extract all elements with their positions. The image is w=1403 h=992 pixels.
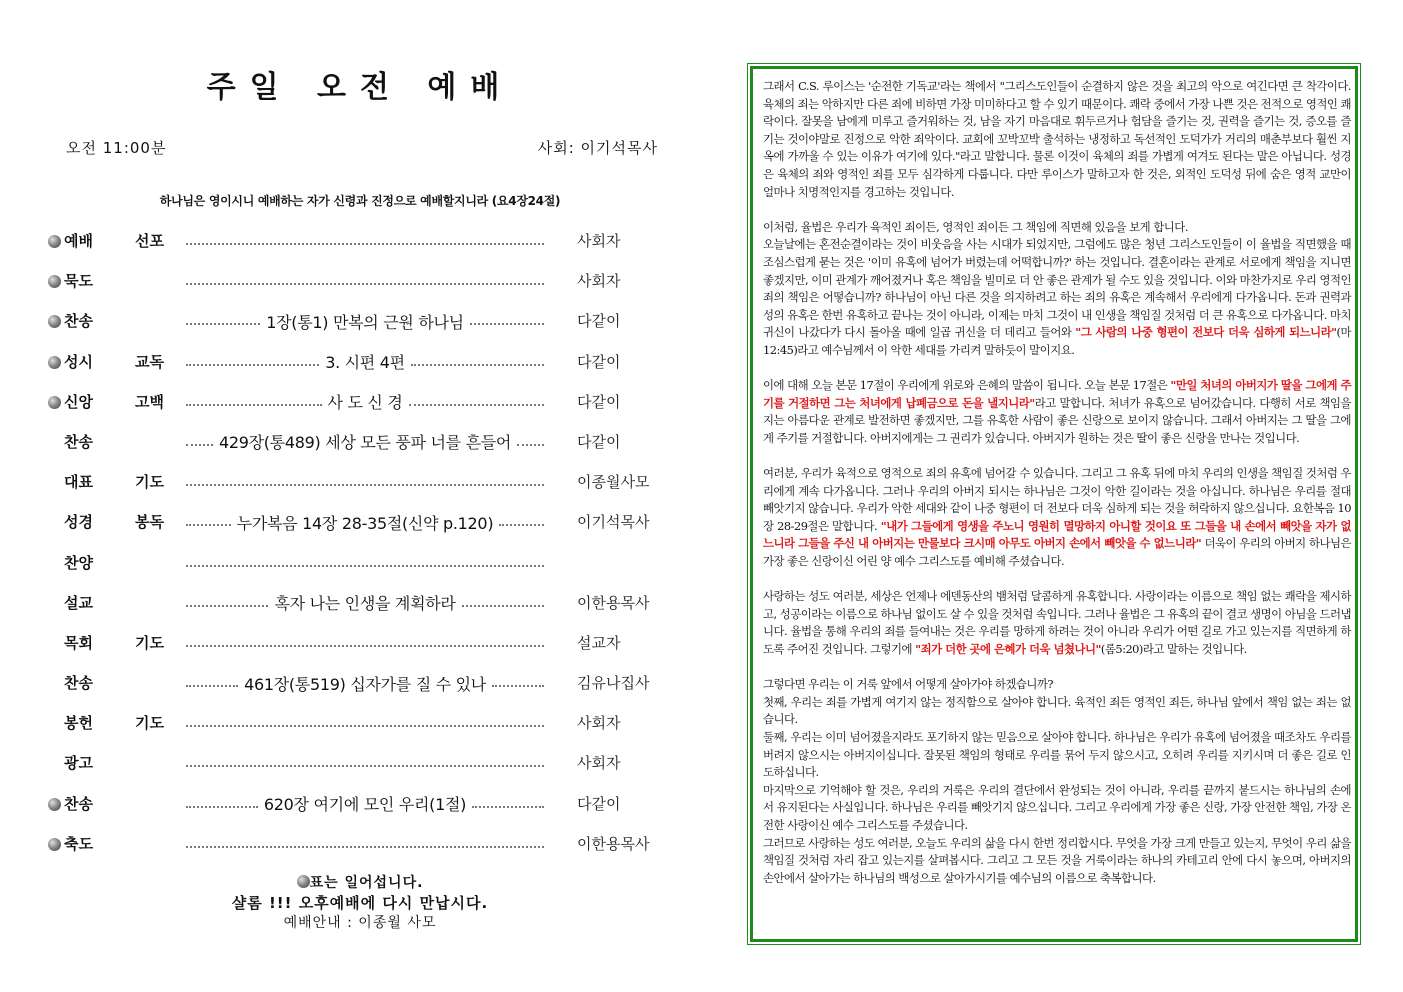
sermon-run: 둘째, 우리는 이미 넘어졌을지라도 포기하지 않는 믿음으로 살아야 합니다. 하나님은 우리가 유혹에 넘어졌을 때조차도 우리를 버려지 않으시는 아버지이십니다. 잘못된 책임의 형태로 우리를 묶어 두지 않으시고, 오히려 우리를 지키시며 더 좋은 길로 인도하십니다. bbox=[763, 729, 1351, 780]
paragraph-gap bbox=[763, 659, 1351, 677]
sermon-paragraph bbox=[763, 588, 1351, 658]
order-item-content: 1장(통1) 만복의 근원 하나님 bbox=[266, 312, 464, 332]
order-item-label: 찬송 bbox=[64, 432, 93, 451]
order-item-leader: 사회자 bbox=[577, 272, 621, 291]
dot-leader bbox=[186, 751, 544, 775]
order-item bbox=[40, 702, 680, 742]
standing-bullet-icon bbox=[48, 798, 61, 811]
sermon-paragraph bbox=[763, 835, 1351, 888]
standing-bullet-icon bbox=[48, 396, 61, 409]
service-time: 오전 11:00분 bbox=[66, 139, 167, 157]
dot-leader bbox=[186, 631, 544, 655]
dot-leader bbox=[186, 229, 544, 253]
scripture-quote: "만일 처녀의 아버지가 딸을 그에게 주기를 거절하면 그는 처녀에게 납폐금으로 돈을 낼지니라" bbox=[763, 378, 1351, 410]
sermon-paragraph bbox=[763, 676, 1351, 694]
paragraph-gap bbox=[763, 571, 1351, 589]
order-item bbox=[40, 381, 680, 421]
sermon-run: 이처럼, 율법은 우리가 육적인 죄이든, 영적인 죄이든 그 책임에 직면해 있음을 보게 합니다. bbox=[763, 219, 1188, 234]
sermon-paragraph bbox=[763, 236, 1351, 359]
order-item bbox=[40, 220, 680, 260]
sermon-run: 라고 말합니다. 처녀가 유혹으로 넘어갔습니다. 다행히 서로 책임을 지는 아름다운 관계로 발전하면 좋겠지만, 그를 유혹한 사람이 좋은 신랑으로 보이지 않습니다. 그래서 아버지는 그 딸을 그에게 주기를 거절합니다. 아버지에게는 그 권리가 있습니다. 아버지가 원하는 것은 딸이 좋은 신랑을 만나는 것입니다. bbox=[763, 395, 1351, 445]
order-item-label: 찬송 bbox=[64, 674, 93, 693]
standing-bullet-icon bbox=[48, 235, 61, 248]
order-item-leader: 이기석목사 bbox=[577, 513, 650, 532]
order-item-label: 신앙 고백 bbox=[64, 392, 164, 411]
dot-leader bbox=[186, 269, 544, 293]
paragraph-gap bbox=[763, 360, 1351, 378]
dot-leader bbox=[186, 430, 544, 454]
order-item bbox=[40, 341, 680, 381]
order-item-leader: 사회자 bbox=[577, 754, 621, 773]
sermon-paragraph bbox=[763, 219, 1351, 237]
order-item-leader: 이한용목사 bbox=[577, 593, 650, 612]
order-item-leader: 다같이 bbox=[577, 432, 621, 451]
standing-bullet-icon bbox=[48, 356, 61, 369]
standing-bullet-icon bbox=[48, 315, 61, 328]
order-item bbox=[40, 501, 680, 541]
order-item bbox=[40, 742, 680, 782]
sermon-run: 그래서 C.S. 루이스는 '순전한 기독교'라는 책에서 "그리스도인들이 순결하지 않은 것을 최고의 악으로 여긴다면 큰 착각이다. 육체의 죄는 악하지만 다른 죄에 비하면 가장 미미하다고 할 수 있기 때문이다. 쾌락 중에서 가장 나쁜 것은 전적으로 영적인 쾌락이다. 잘못을 남에게 미루고 즐거워하는 것, 남을 자기 마음대로 휘두르거나 험담을 즐기는 것, 권력을 즐기는 것, 증오를 즐기는 것이야말로 진정으로 악한 죄악이다. 교회에 꼬박꼬박 출석하는 냉정하고 독선적인 도덕가가 거리의 매춘부보다 훨씬 지옥에 가까울 수 있는 이유가 여기에 있다."라고 말합니다. 물론 이것이 육체의 죄를 가볍게 여겨도 된다는 말은 아닙니다. 성경은 육체의 죄와 영적인 죄를 모두 심각하게 다룹니다. 다만 루이스가 말하고자 한 것은, 외적인 도덕성 뒤에 숨은 영적 교만이 얼마나 치명적인지를 경고하는 것입니다. bbox=[763, 79, 1351, 199]
sermon-run: 첫째, 우리는 죄를 가볍게 여기지 않는 정직함으로 살아야 합니다. 육적인 죄든 영적인 죄든, 하나님 앞에서 책임 없는 죄는 없습니다. bbox=[763, 694, 1351, 727]
scripture-quote: "내가 그들에게 영생을 주노니 영원히 멸망하지 아니할 것이요 또 그들을 내 손에서 빼앗을 자가 없느니라 그들을 주신 내 아버지는 만물보다 크시매 아무도 아버지 손에서 빼앗을 수 없느니라" bbox=[763, 518, 1351, 551]
dot-leader bbox=[186, 832, 544, 856]
order-item-leader: 김유나집사 bbox=[577, 674, 650, 693]
order-item-content: 사 도 신 경 bbox=[327, 393, 403, 413]
sermon-paragraph bbox=[763, 694, 1351, 729]
sermon-run: 여러분, 우리가 육적으로 영적으로 죄의 유혹에 넘어갈 수 있습니다. 그리고 그 유혹 뒤에 마치 우리의 인생을 책임질 것처럼 우리에게 계속 다가옵니다. 그러나 우리의 아버지 되시는 하나님은 그것이 악한 길이라는 것을 아십니다. 하나님은 우리를 절대 빼앗기지 않습니다. 우리가 악한 세대와 같이 나중 형편이 더 전보다 더욱 심하게 되는 것을 허락하지 않으십니다. 요한복음 10장 28-29절은 말합니다. bbox=[763, 466, 1351, 533]
order-item-label: 묵도 bbox=[64, 272, 93, 291]
order-item bbox=[40, 662, 680, 702]
order-of-service bbox=[40, 60, 680, 960]
order-item-label: 설교 bbox=[64, 593, 93, 612]
order-item bbox=[40, 542, 680, 582]
service-guide: 예배안내 : 이종월 사모 bbox=[283, 915, 437, 931]
sermon-box bbox=[750, 66, 1358, 942]
order-item bbox=[40, 461, 680, 501]
order-item bbox=[40, 260, 680, 300]
dot-leader bbox=[186, 309, 544, 333]
dot-leader bbox=[186, 591, 544, 615]
dot-leader bbox=[186, 792, 544, 816]
standing-bullet-icon bbox=[48, 275, 61, 288]
service-host: 사회: 이기석목사 bbox=[537, 139, 658, 157]
order-item bbox=[40, 622, 680, 662]
dot-leader bbox=[186, 470, 544, 494]
standing-bullet-icon bbox=[48, 838, 61, 851]
order-item-content: 3. 시편 4편 bbox=[325, 353, 405, 373]
order-item-label: 찬송 bbox=[64, 312, 93, 331]
order-item-leader: 사회자 bbox=[577, 232, 621, 250]
order-item-leader: 설교자 bbox=[577, 633, 621, 652]
order-item-label: 대표 기도 bbox=[64, 473, 164, 492]
sermon-run: 더욱이 우리의 아버지 하나님은 가장 좋은 신랑이신 어린 양 예수 그리스도를 예비해 주셨습니다. bbox=[763, 536, 1351, 569]
sermon-run: 이에 대해 오늘 본문 17절이 우리에게 위로와 은혜의 말씀이 됩니다. 오늘 본문 17절은 bbox=[763, 378, 1171, 393]
theme-verse: 하나님은 영이시니 예배하는 자가 신령과 진정으로 예배할지니라 (요4장24절) bbox=[159, 194, 561, 208]
sermon-run: (마12:45)라고 예수님께서 이 악한 세대를 가리켜 말하듯이 말이지요. bbox=[763, 325, 1351, 357]
sermon-run: 마지막으로 기억해야 할 것은, 우리의 거룩은 우리의 결단에서 완성되는 것이 아니라, 우리를 끝까지 붙드시는 하나님의 손에서 유지된다는 사실입니다. 하나님은 우리를 빼앗기지 않으십니다. 그리고 우리에게 가장 좋은 신랑, 가장 안전한 책임, 가장 온전한 사랑이신 예수 그리스도를 주셨습니다. bbox=[763, 782, 1351, 832]
order-item-leader: 다같이 bbox=[577, 352, 621, 371]
order-item-label: 성경 봉독 bbox=[64, 513, 164, 532]
order-item-label: 광고 bbox=[64, 754, 93, 773]
order-item-content: 620장 여기에 모인 우리(1절) bbox=[263, 795, 467, 815]
order-item bbox=[40, 783, 680, 823]
sermon-paragraph bbox=[763, 465, 1351, 571]
stand-note-text: 표는 일어섭니다. bbox=[309, 875, 424, 891]
order-item-label: 찬송 bbox=[64, 794, 93, 813]
dot-leader bbox=[186, 510, 544, 534]
order-item-label: 예배 선포 bbox=[64, 232, 164, 250]
order-item bbox=[40, 582, 680, 622]
order-item-leader: 사회자 bbox=[577, 714, 621, 733]
order-item-leader: 이한용목사 bbox=[577, 834, 650, 853]
order-item bbox=[40, 421, 680, 461]
sermon-text bbox=[763, 78, 1351, 887]
order-item-content: 461장(통519) 십자가를 질 수 있나 bbox=[244, 674, 486, 694]
order-item-content: 429장(통489) 세상 모든 풍파 너를 흔들어 bbox=[218, 433, 512, 453]
stand-note bbox=[40, 872, 680, 892]
order-item-label: 목회 기도 bbox=[64, 633, 164, 652]
sermon-paragraph bbox=[763, 78, 1351, 201]
sermon-run: 사랑하는 성도 여러분, 세상은 언제나 에덴동산의 뱀처럼 달콤하게 유혹합니다. 사랑이라는 이름으로 책임 없는 쾌락을 제시하고, 성공이라는 이름으로 하나님 없이도 살 수 있을 것처럼 속입니다. 그러나 율법은 그 유혹의 끝이 결코 생명이 아님을 드러냅니다. 율법을 통해 우리의 죄를 들여내는 것은 우리를 망하게 하려는 것이 아니라 우리가 어떤 길로 가고 있는지를 직면하게 하도록 주어진 것입니다. 그렇기에 bbox=[763, 589, 1351, 656]
order-item-leader: 다같이 bbox=[577, 392, 621, 411]
order-item-leader: 다같이 bbox=[577, 794, 621, 813]
order-item-label: 축도 bbox=[64, 834, 93, 853]
order-item-content: 혹자 나는 인생을 계획하라 bbox=[274, 594, 456, 614]
order-item-leader: 다같이 bbox=[577, 312, 621, 331]
closing-greeting: 샬롬 !!! 오후예배에 다시 만납시다. bbox=[231, 894, 489, 912]
order-item-label: 봉헌 기도 bbox=[64, 714, 164, 733]
order-list bbox=[40, 220, 680, 863]
order-item-leader: 이종월사모 bbox=[577, 473, 650, 492]
sermon-paragraph bbox=[763, 729, 1351, 782]
sermon-run: 그렇다면 우리는 이 거룩 앞에서 어떻게 살아가야 하겠습니까? bbox=[763, 677, 1054, 692]
sermon-paragraph bbox=[763, 377, 1351, 447]
paragraph-gap bbox=[763, 201, 1351, 219]
order-item bbox=[40, 300, 680, 340]
dot-leader bbox=[186, 350, 544, 374]
order-item-content: 누가복음 14장 28-35절(신약 p.120) bbox=[236, 513, 494, 533]
dot-leader bbox=[186, 551, 544, 575]
order-item bbox=[40, 823, 680, 863]
scripture-quote: "그 사람의 나중 형편이 전보다 더욱 심하게 되느니라" bbox=[1075, 325, 1337, 340]
order-item-label: 찬양 bbox=[64, 553, 93, 572]
sermon-run: (롬5:20)라고 말하는 것입니다. bbox=[1100, 642, 1247, 656]
scripture-quote: "죄가 더한 곳에 은혜가 더욱 넘쳤나니" bbox=[915, 642, 1101, 656]
dot-leader bbox=[186, 711, 544, 735]
page-title: 주일 오전 예배 bbox=[206, 70, 514, 105]
dot-leader bbox=[186, 671, 544, 695]
dot-leader bbox=[186, 390, 544, 414]
sermon-paragraph bbox=[763, 782, 1351, 835]
sermon-run: 그러므로 사랑하는 성도 여러분, 오늘도 우리의 삶을 다시 한번 정리합시다. 무엇을 가장 크게 만들고 있는지, 무엇이 우리 삶을 책임질 것처럼 자리 잡고 있는지를 살펴봅시다. 그리고 그 모든 것을 거룩이라는 하나의 카테고리 안에 다시 놓으며, 아버지의 손안에서 살아가는 하나님의 백성으로 살아가시기를 예수님의 이름으로 축복합니다. bbox=[763, 835, 1351, 885]
paragraph-gap bbox=[763, 447, 1351, 465]
sermon-run: 오늘날에는 혼전순결이라는 것이 비웃음을 사는 시대가 되었지만, 그럼에도 많은 청년 그리스도인들이 이 율법을 직면했을 때 조심스럽게 묻는 것은 '이미 유혹에 넘어가 버렸는데 어떡합니까?' 하는 것입니다. 결혼이라는 관계로 서로에게 책임을 지니면 좋겠지만, 이미 관계가 깨어졌거나 혹은 책임을 빌미로 더 안 좋은 관계가 될 수도 있을 것입니다. 이와 마찬가지로 우리 영적인 죄의 책임은 어떻습니까? 하나님이 아닌 다른 것을 의지하려고 하는 죄의 유혹은 계속해서 우리에게 다가옵니다. 돈과 권력과 성의 유혹은 한번 유혹하고 끝나는 것이 아니라, 이제는 마치 그것이 내 인생을 책임질 것처럼 더 큰 유혹으로 다가옵니다. 마치 귀신이 나갔다가 다시 돌아올 때에 일곱 귀신을 더 데리고 들어와 bbox=[763, 237, 1351, 340]
standing-bullet-icon bbox=[297, 875, 310, 888]
order-item-label: 성시 교독 bbox=[64, 352, 164, 371]
